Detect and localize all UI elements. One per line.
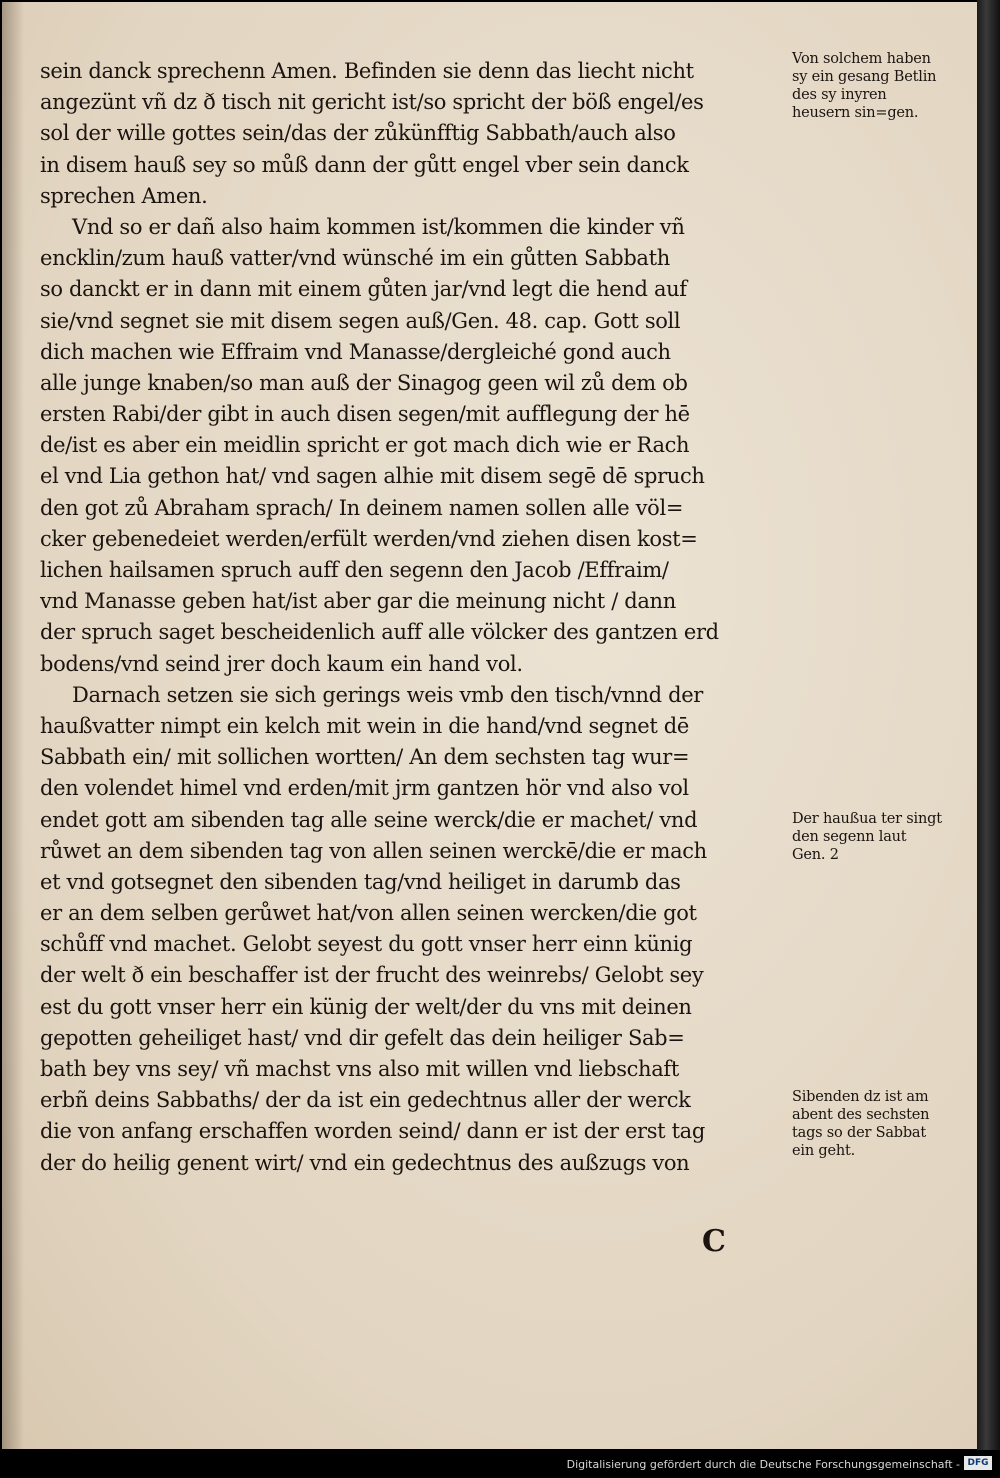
signature-mark: C (702, 1224, 726, 1259)
text-line: est du gott vnser herr ein künig der welt/der du vns mit deinen (40, 994, 692, 1019)
book-page (2, 2, 977, 1449)
margin-note-haussvatter: Der haußua ter singt den segenn laut Gen. 2 (792, 811, 942, 863)
text-line: der spruch saget bescheidenlich auff alle völcker des gantzen erd (40, 620, 719, 645)
text-line: der welt ð ein beschaffer ist der frucht des weinrebs/ Gelobt sey (40, 963, 704, 988)
text-line: der do heilig genent wirt/ vnd ein gedechtnus des außzugs von (40, 1150, 690, 1175)
text-line: Darnach setzen sie sich gerings weis vmb den tisch/vnnd der (72, 682, 703, 707)
text-line: cker gebenedeiet werden/erfült werden/vnd ziehen disen kost= (40, 526, 698, 551)
text-line: bath bey vns sey/ vñ machst vns also mit willen vnd liebschaft (40, 1057, 679, 1081)
text-line: vnd Manasse geben hat/ist aber gar die meinung nicht / dann (40, 589, 676, 614)
text-line: bodens/vnd seind jrer doch kaum ein hand vol. (40, 651, 523, 676)
text-line: Sabbath ein/ mit sollichen wortten/ An dem sechsten tag wur= (40, 745, 690, 770)
text-line: sol der wille gottes sein/das der zůkünfftig Sabbath/auch also (40, 121, 676, 146)
text-line: ersten Rabi/der gibt in auch disen segen/mit aufflegung der hē (40, 402, 690, 427)
text-line: so danckt er in dann mit einem gůten jar/vnd legt die hend auf (40, 277, 687, 302)
text-line: sie/vnd segnet sie mit disem segen auß/Gen. 48. cap. Gott soll (40, 308, 681, 333)
text-line: Vnd so er dañ also haim kommen ist/kommen die kinder vñ (72, 214, 685, 239)
text-line: schůff vnd machet. Gelobt seyest du gott vnser herr einn künig (40, 932, 693, 957)
text-line: er an dem selben gerůwet hat/von allen seinen wercken/die got (40, 901, 697, 926)
text-line: et vnd gotsegnet den sibenden tag/vnd heiliget in darumb das (40, 869, 681, 894)
main-text-block (40, 56, 800, 1179)
text-line: endet gott am sibenden tag alle seine werck/die er machet/ vnd (40, 807, 698, 832)
text-line: sein danck sprechenn Amen. Befinden sie denn das liecht nicht (40, 59, 694, 83)
text-line: lichen hailsamen spruch auff den segenn den Jacob /Effraim/ (40, 558, 669, 582)
margin-note-gesang: Von solchem haben sy ein gesang Betlin des sy inyren heusern sin=gen. (792, 51, 937, 121)
dfg-logo: DFG (964, 1456, 992, 1470)
text-line: die von anfang erschaffen worden seind/ dann er ist der erst tag (40, 1119, 705, 1144)
text-line: alle junge knaben/so man auß der Sinagog geen wil zů dem ob (40, 370, 688, 395)
scan-right-edge (977, 0, 1000, 1450)
text-line: in disem hauß sey so můß dann der gůtt engel vber sein danck (40, 152, 689, 177)
margin-note-sabbat: Sibenden dz ist am abent des sechsten tags so der Sabbat ein geht. (792, 1089, 930, 1159)
text-line: encklin/zum hauß vatter/vnd wünsché im ein gůtten Sabbath (40, 246, 670, 271)
footer-credit: Digitalisierung gefördert durch die Deutsche Forschungsgemeinschaft - (566, 1458, 960, 1471)
text-line: erbñ deins Sabbaths/ der da ist ein gedechtnus aller der werck (40, 1088, 691, 1113)
text-line: de/ist es aber ein meidlin spricht er got mach dich wie er Rach (40, 433, 690, 458)
text-line: růwet an dem sibenden tag von allen seinen werckē/die er mach (40, 838, 707, 863)
text-line: haußvatter nimpt ein kelch mit wein in die hand/vnd segnet dē (40, 713, 689, 738)
text-line: den got zů Abraham sprach/ In deinem namen sollen alle völ= (40, 495, 684, 520)
text-line: angezünt vñ dz ð tisch nit gericht ist/so spricht der böß engel/es (40, 90, 704, 115)
text-line: dich machen wie Effraim vnd Manasse/dergleiché gond auch (40, 339, 671, 364)
text-line: den volendet himel vnd erden/mit jrm gantzen hör vnd also vol (40, 776, 689, 801)
page-gutter-shadow (2, 2, 24, 1449)
text-line: gepotten geheiliget hast/ vnd dir gefelt das dein heiliger Sab= (40, 1025, 685, 1050)
text-line: el vnd Lia gethon hat/ vnd sagen alhie mit disem segē dē spruch (40, 464, 705, 489)
text-line: sprechen Amen. (40, 183, 208, 208)
